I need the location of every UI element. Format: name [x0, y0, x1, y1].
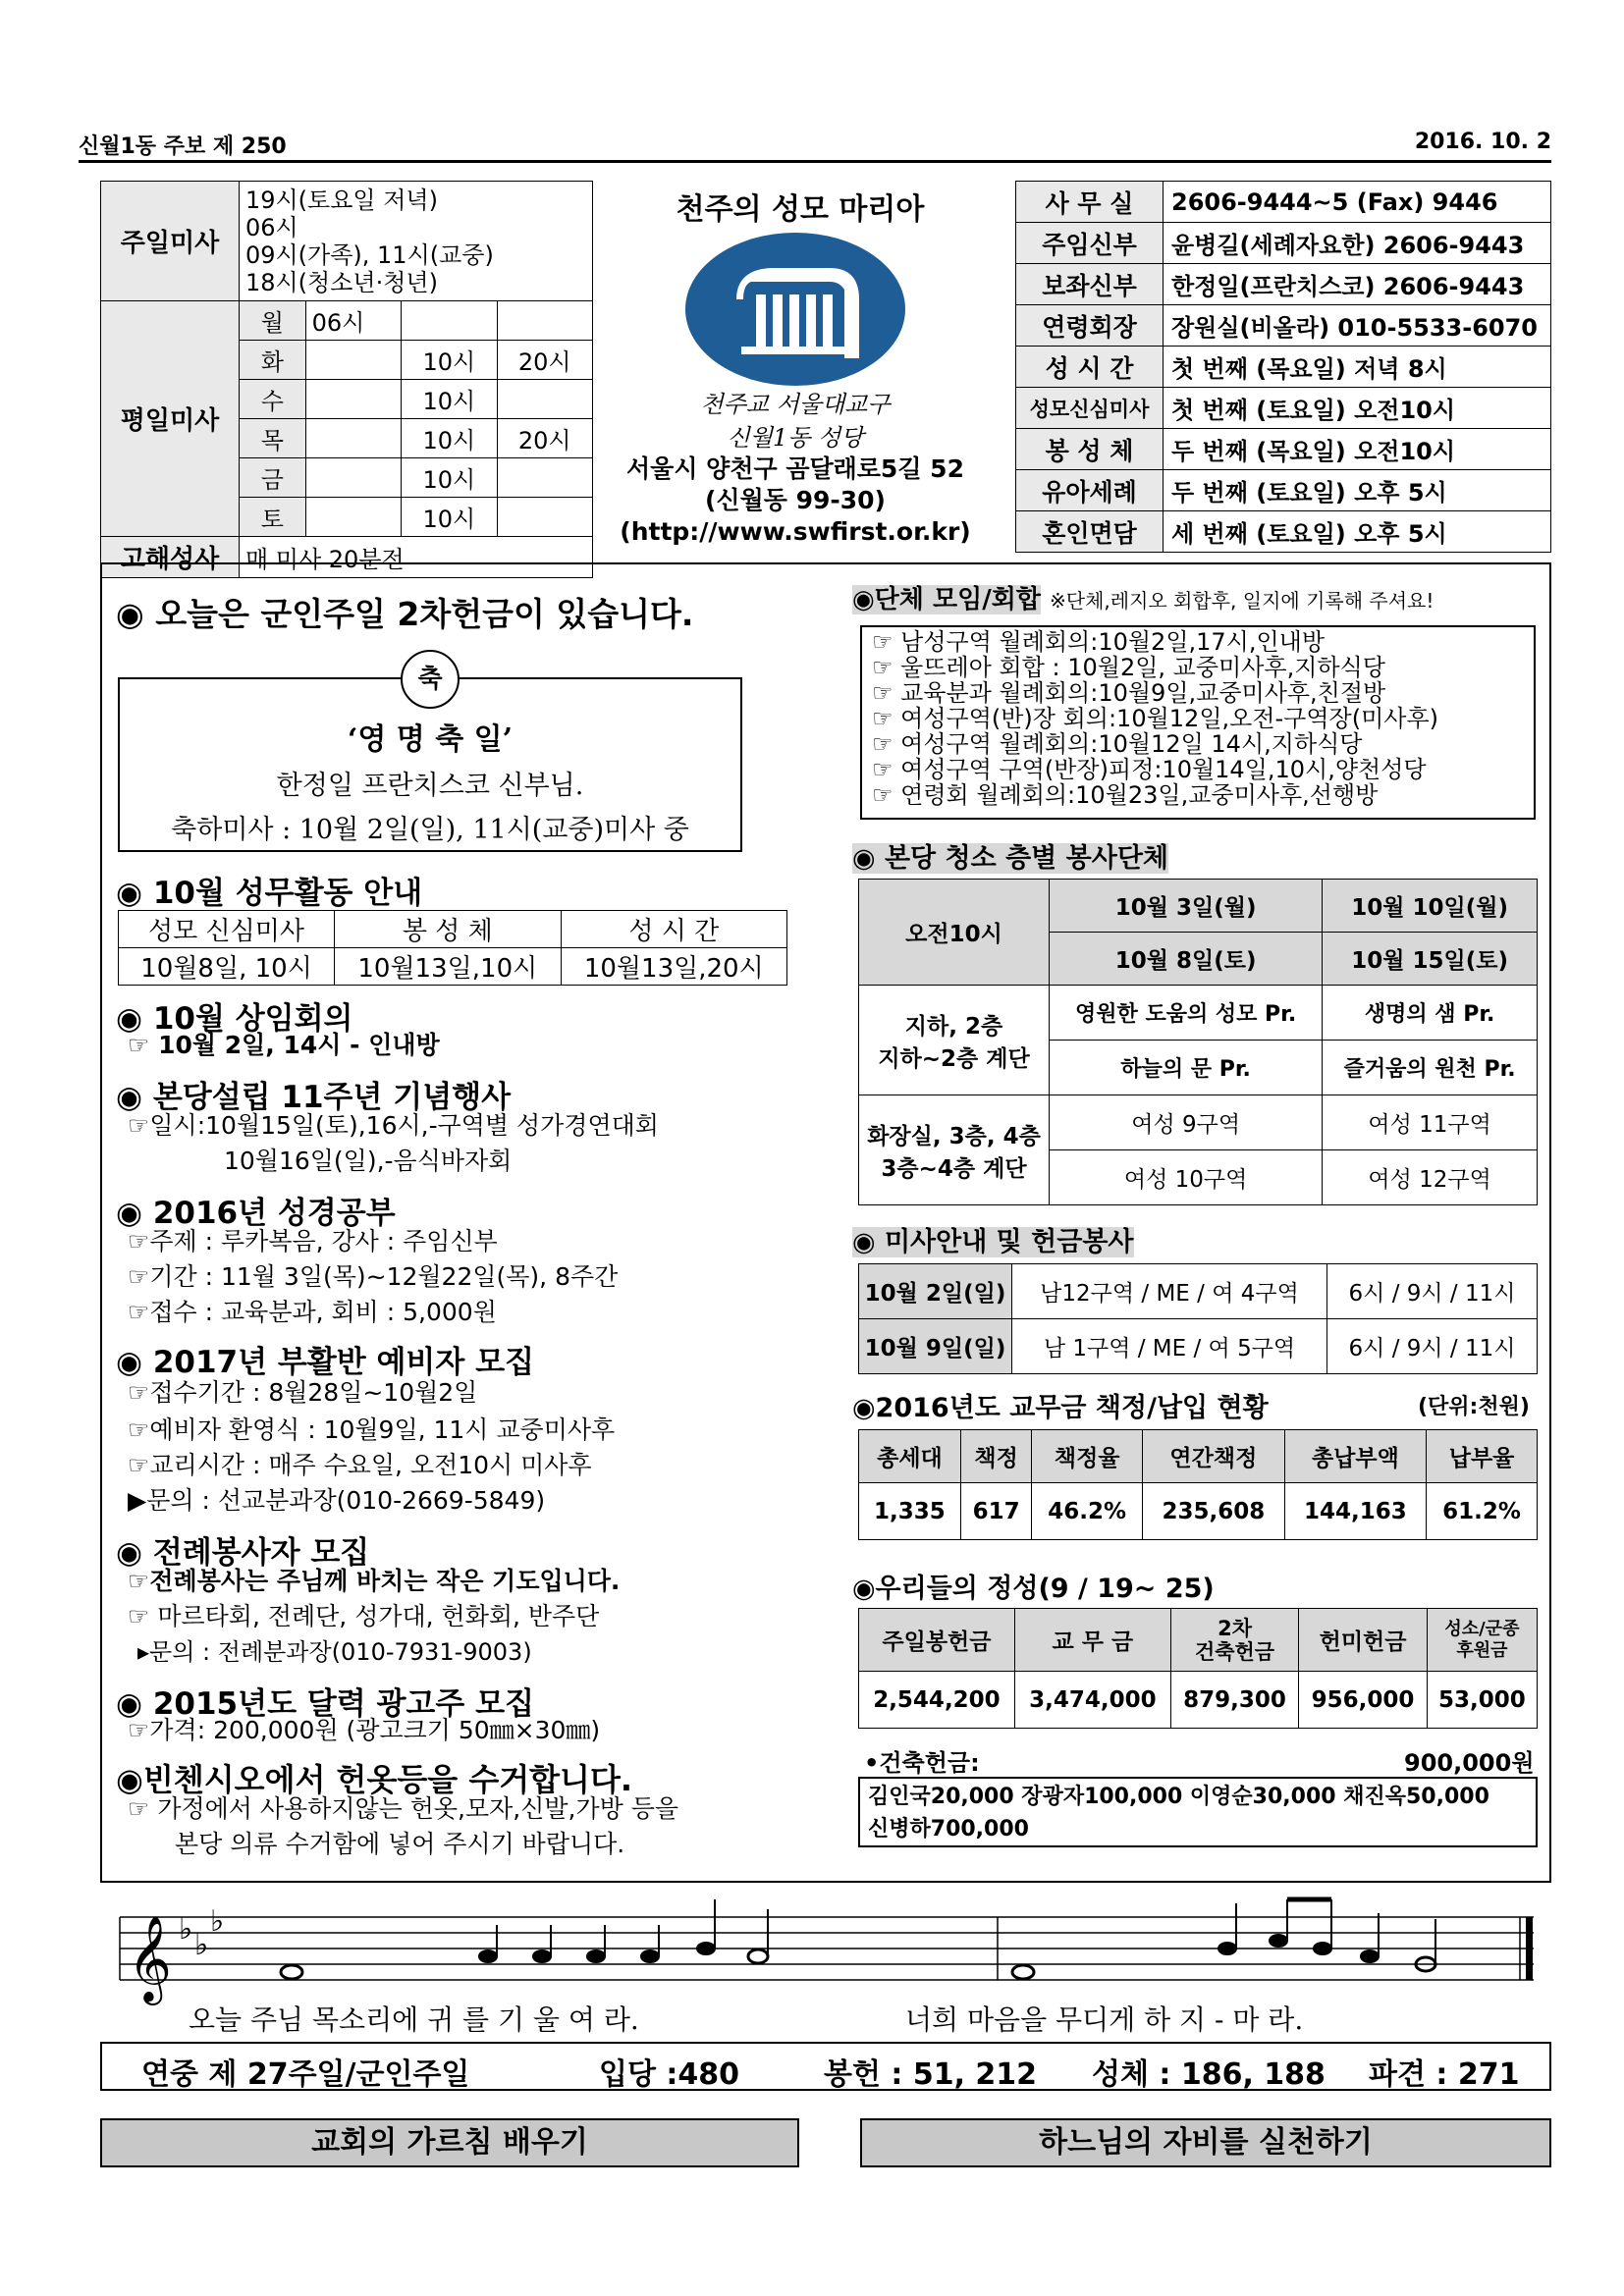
- section-line: ☞접수기간 : 8월28일~10월2일: [128, 1378, 478, 1407]
- group-item: ☞ 남성구역 월례회의:10월2일,17시,인내방: [872, 628, 1326, 656]
- note-icon: [641, 1950, 659, 1962]
- offering-value: 53,000: [1427, 1672, 1537, 1729]
- section-line: ☞주제 : 루카복음, 강사 : 주임신부: [128, 1227, 498, 1255]
- dues-value: 46.2%: [1032, 1483, 1143, 1540]
- sunday-time: 06시: [244, 213, 298, 241]
- feast-line: 축하미사 : 10월 2일(일), 11시(교중)미사 중: [171, 815, 689, 845]
- bulletin-issue: 신월1동 주보 제 250: [79, 134, 287, 159]
- dues-value: 617: [960, 1483, 1031, 1540]
- donor-line: 신병하700,000: [868, 1817, 1029, 1842]
- building-donors: [858, 1777, 1538, 1847]
- contact-key: 성모신심미사: [1016, 388, 1164, 429]
- cleaning-time: 오전10시: [859, 880, 1050, 986]
- dues-value: 144,163: [1284, 1483, 1427, 1540]
- group-item: ☞ 여성구역 구역(반장)피정:10월14일,10시,양천성당: [872, 756, 1427, 783]
- teaching-button[interactable]: 교회의 가르침 배우기: [100, 2118, 799, 2167]
- offering-value: 879,300: [1170, 1672, 1299, 1729]
- cleaning-area-line: 3층~4층 계단: [881, 1155, 1027, 1182]
- activity-header: 성모 신심미사: [119, 911, 335, 948]
- cleaning-table: [858, 879, 1538, 1205]
- offering-header-line: 성소/군종: [1444, 1618, 1520, 1639]
- weekday-slot: [305, 341, 401, 380]
- contact-value: 세 번째 (토요일) 오후 5시: [1164, 511, 1551, 553]
- parish-title: 천주의 성모 마리아: [676, 192, 925, 227]
- lyrics-right: 너희 마음을 무디게 하 지 - 마 라.: [905, 2003, 1304, 2036]
- weekday-slot: 20시: [497, 341, 592, 380]
- contact-key: 사 무 실: [1016, 182, 1164, 223]
- weekday-mass-label: 평일미사: [101, 301, 240, 537]
- section-line: ☞교리시간 : 매주 수요일, 오전10시 미사후: [128, 1451, 592, 1479]
- note-icon: [1012, 1965, 1034, 1979]
- weekday-day: 토: [239, 498, 305, 537]
- contact-value: 첫 번째 (토요일) 오전10시: [1164, 388, 1551, 429]
- note-icon: [1361, 1950, 1379, 1962]
- headline: ◉ 오늘은 군인주일 2차헌금이 있습니다.: [116, 595, 694, 633]
- weekday-slot: 10시: [402, 458, 497, 498]
- weekday-slot: [497, 498, 592, 537]
- mass-guide-heading: ◉ 미사안내 및 헌금봉사: [852, 1227, 1134, 1257]
- parish-address: [609, 454, 982, 548]
- offering-header: 주일봉헌금: [859, 1609, 1015, 1672]
- dues-value: 1,335: [859, 1483, 961, 1540]
- attendance: 입당 :480: [599, 2057, 740, 2092]
- week-name: 연중 제 27주일/군인주일: [141, 2057, 470, 2092]
- flat-icon: ♭: [179, 1912, 193, 1947]
- weekday-day: 목: [239, 419, 305, 458]
- cleaning-area: [859, 1095, 1050, 1205]
- contact-key: 혼인면담: [1016, 511, 1164, 553]
- dues-header: 총세대: [859, 1430, 961, 1483]
- cleaning-date: 10월 10일(월): [1323, 880, 1538, 933]
- building-label: •건축헌금:: [864, 1749, 980, 1777]
- dues-header: 납부율: [1427, 1430, 1538, 1483]
- address-line: (신월동 99-30): [705, 486, 886, 514]
- cleaning-group: 영원한 도움의 성모 Pr.: [1050, 986, 1323, 1041]
- cleaning-group: 즐거움의 원천 Pr.: [1323, 1041, 1538, 1095]
- contact-value: 2606-9444~5 (Fax) 9446: [1164, 182, 1551, 223]
- cleaning-group: 생명의 샘 Pr.: [1323, 986, 1538, 1041]
- sunday-time: 09시(가족), 11시(교중): [244, 240, 494, 269]
- contacts-table: [1015, 181, 1551, 553]
- flat-icon: ♭: [210, 1904, 225, 1939]
- note-icon: [748, 1949, 768, 1963]
- mass-guide-table: [858, 1263, 1538, 1374]
- weekday-slot: [305, 419, 401, 458]
- dues-header: 총납부액: [1284, 1430, 1427, 1483]
- contact-key: 연령회장: [1016, 305, 1164, 347]
- section-line: ☞ 10월 2일, 14시 - 인내방: [128, 1031, 440, 1059]
- mass-guide-times: 6시 / 9시 / 11시: [1327, 1319, 1538, 1374]
- activity-value: 10월8일, 10시: [119, 948, 335, 986]
- section-line: ☞기간 : 11월 3일(목)~12월22일(목), 8주간: [128, 1262, 619, 1291]
- weekday-day: 월: [239, 301, 305, 341]
- contact-key: 주임신부: [1016, 223, 1164, 264]
- offering-count: 봉헌 : 51, 212: [824, 2057, 1038, 2092]
- building-total: 900,000원: [1404, 1749, 1535, 1777]
- weekday-slot: 10시: [402, 341, 497, 380]
- cleaning-heading: ◉ 본당 청소 층별 봉사단체: [852, 843, 1168, 874]
- section-line: ☞접수 : 교육분과, 회비 : 5,000원: [128, 1298, 497, 1326]
- group-item: ☞ 연령회 월례회의:10월23일,교중미사후,선행방: [872, 781, 1379, 809]
- parish-signature: [677, 388, 913, 454]
- dues-header: 연간책정: [1143, 1430, 1285, 1483]
- activity-value: 10월13일,20시: [561, 948, 786, 986]
- mass-guide-times: 6시 / 9시 / 11시: [1327, 1264, 1538, 1319]
- feast-title: ‘영 명 축 일’: [347, 722, 514, 757]
- offering-value: 2,544,200: [859, 1672, 1015, 1729]
- dues-table: [858, 1429, 1538, 1540]
- cleaning-date: 10월 8일(토): [1050, 933, 1323, 986]
- section-line: ☞ 마르타회, 전례단, 성가대, 헌화회, 반주단: [128, 1602, 600, 1630]
- group-item: ☞ 여성구역 월례회의:10월12일 14시,지하식당: [872, 730, 1363, 758]
- section-heading: ◉ 전례봉사자 모집: [116, 1535, 370, 1571]
- note-icon: [533, 1950, 551, 1962]
- section-line: ☞예비자 환영식 : 10월9일, 11시 교중미사후: [128, 1415, 616, 1444]
- contact-key: 봉 성 체: [1016, 429, 1164, 470]
- groups-note: ※단체,레지오 회합후, 일지에 기록해 주셔요!: [1050, 589, 1435, 613]
- cleaning-area-line: 지하, 2층: [904, 1013, 1003, 1040]
- note-icon: [1314, 1943, 1331, 1954]
- dues-unit: (단위:천원): [1418, 1395, 1530, 1419]
- section-heading: ◉빈첸시오에서 헌옷등을 수거합니다.: [116, 1761, 633, 1798]
- activity-header: 성 시 간: [561, 911, 786, 948]
- weekday-slot: [497, 301, 592, 341]
- section-heading: ◉ 2015년도 달력 광고주 모집: [116, 1686, 535, 1722]
- section-line: ☞전례봉사는 주님께 바치는 작은 기도입니다.: [128, 1567, 621, 1595]
- weekday-slot: 06시: [305, 301, 401, 341]
- weekday-slot: 10시: [402, 498, 497, 537]
- note-icon: [281, 1965, 302, 1979]
- section-line: 10월16일(일),-음식바자회: [224, 1147, 513, 1175]
- lyrics-left: 오늘 주님 목소리에 귀 를 기 울 여 라.: [189, 2003, 639, 2036]
- groups-title: ◉단체 모임/회합: [852, 585, 1041, 614]
- feast-day-box: [118, 665, 742, 852]
- contact-value: 첫 번째 (목요일) 저녁 8시: [1164, 347, 1551, 388]
- section-line: ☞ 가정에서 사용하지않는 헌옷,모자,신발,가방 등을: [128, 1794, 679, 1823]
- offering-header-line: 2차: [1218, 1616, 1252, 1640]
- note-icon: [1218, 1943, 1236, 1954]
- offering-header-line: 후원금: [1456, 1639, 1508, 1661]
- activity-value: 10월13일,10시: [335, 948, 561, 986]
- music-staff: [110, 1890, 1543, 2047]
- sunday-time: 19시(토요일 저녁): [244, 186, 438, 214]
- offering-heading: ◉우리들의 정성(9 / 19~ 25): [852, 1574, 1215, 1604]
- section-heading: ◉ 2017년 부활반 예비자 모집: [116, 1345, 535, 1380]
- address-line: 서울시 양천구 곰달래로5길 52: [626, 454, 964, 483]
- parish-signature-line: 신월1동 성당: [727, 424, 864, 452]
- contact-key: 유아세례: [1016, 470, 1164, 511]
- sunday-mass-label: 주일미사: [101, 182, 240, 301]
- offering-table: [858, 1608, 1538, 1729]
- dues-header: 책정: [960, 1430, 1031, 1483]
- offering-header: [1427, 1609, 1537, 1672]
- cleaning-group: 여성 10구역: [1050, 1150, 1323, 1205]
- weekday-day: 화: [239, 341, 305, 380]
- section-heading: ◉ 2016년 성경공부: [116, 1196, 396, 1231]
- offering-value: 956,000: [1299, 1672, 1428, 1729]
- parish-url[interactable]: (http://www.swfirst.or.kr): [620, 517, 971, 546]
- activity-header: 봉 성 체: [335, 911, 561, 948]
- mass-times-table: [100, 181, 593, 578]
- contact-value: 장원실(비올라) 010-5533-6070: [1164, 305, 1551, 347]
- donor-line: 김인국20,000 장광자100,000 이영순30,000 채진옥50,000: [868, 1785, 1489, 1809]
- confession-value: 매 미사 20분전: [239, 537, 592, 578]
- section-heading: ◉ 본당설립 11주년 기념행사: [116, 1080, 512, 1115]
- sending: 파견 : 271: [1369, 2057, 1520, 2092]
- section-heading: ◉ 10월 성무활동 안내: [116, 876, 423, 911]
- weekday-slot: [305, 498, 401, 537]
- note-icon: [1270, 1935, 1287, 1947]
- weekday-slot: 10시: [402, 419, 497, 458]
- cleaning-area-line: 지하~2층 계단: [878, 1045, 1030, 1072]
- section-line: ☞일시:10월15일(토),16시,-구역별 성가경연대회: [128, 1111, 659, 1140]
- weekday-slot: 10시: [402, 380, 497, 419]
- weekday-day: 수: [239, 380, 305, 419]
- group-item: ☞ 교육분과 월례회의:10월9일,교중미사후,친절방: [872, 679, 1386, 707]
- contact-value: 두 번째 (토요일) 오후 5시: [1164, 470, 1551, 511]
- dues-header: 책정율: [1032, 1430, 1143, 1483]
- bulletin-header: [79, 130, 1551, 163]
- mass-guide-team: 남12구역 / ME / 여 4구역: [1012, 1264, 1327, 1319]
- mass-guide-team: 남 1구역 / ME / 여 5구역: [1012, 1319, 1327, 1374]
- section-line: 본당 의류 수거함에 넣어 주시기 바랍니다.: [175, 1830, 625, 1858]
- cleaning-group: 여성 12구역: [1323, 1150, 1538, 1205]
- dues-heading: ◉2016년도 교무금 책정/납입 현황: [852, 1393, 1269, 1423]
- sunday-time: 18시(청소년·청년): [244, 268, 438, 296]
- note-icon: [479, 1950, 497, 1962]
- contact-value: 윤병길(세례자요한) 2606-9443: [1164, 223, 1551, 264]
- bulletin-date: 2016. 10. 2: [1414, 130, 1551, 154]
- cleaning-area-line: 화장실, 3층, 4층: [867, 1123, 1041, 1149]
- weekday-slot: [305, 380, 401, 419]
- group-item: ☞ 여성구역(반)장 회의:10월12일,오전-구역장(미사후): [872, 705, 1438, 732]
- offering-header: [1170, 1609, 1299, 1672]
- treble-clef-icon: 𝄞: [128, 1914, 172, 2002]
- cleaning-area: [859, 986, 1050, 1095]
- week-stats-bar: [100, 2042, 1551, 2091]
- section-heading: ◉ 10월 상임회의: [116, 1001, 353, 1037]
- groups-heading: [852, 579, 1434, 615]
- section-heading: [852, 1220, 1134, 1258]
- mercy-button[interactable]: 하느님의 자비를 실천하기: [860, 2118, 1551, 2167]
- note-icon: [697, 1943, 715, 1954]
- parish-signature-line: 천주교 서울대교구: [700, 391, 891, 418]
- dues-value: 61.2%: [1427, 1483, 1538, 1540]
- section-heading: [852, 836, 1168, 875]
- mass-guide-date: 10월 9일(일): [859, 1319, 1012, 1374]
- cleaning-group: 여성 11구역: [1323, 1095, 1538, 1150]
- flat-icon: ♭: [194, 1928, 209, 1962]
- section-line: ▸문의 : 전례분과장(010-7931-9003): [137, 1638, 532, 1666]
- feast-line: 한정일 프란치스코 신부님.: [276, 771, 584, 801]
- dues-value: 235,608: [1143, 1483, 1285, 1540]
- weekday-slot: 20시: [497, 419, 592, 458]
- confession-label: 고해성사: [101, 537, 240, 578]
- contact-key: 성 시 간: [1016, 347, 1164, 388]
- weekday-slot: [497, 380, 592, 419]
- offering-header: 헌미헌금: [1299, 1609, 1428, 1672]
- parish-logo-icon: [682, 231, 908, 388]
- offering-value: 3,474,000: [1014, 1672, 1170, 1729]
- group-item: ☞ 울뜨레아 회합 : 10월2일, 교중미사후,지하식당: [872, 654, 1385, 681]
- offering-header-line: 건축헌금: [1194, 1639, 1275, 1664]
- celebrate-badge-icon: 축: [401, 650, 460, 709]
- activity-table: [118, 910, 787, 986]
- cleaning-date: 10월 3일(월): [1050, 880, 1323, 933]
- weekday-slot: [305, 458, 401, 498]
- contact-value: 두 번째 (목요일) 오전10시: [1164, 429, 1551, 470]
- groups-list: [860, 625, 1536, 820]
- cleaning-date: 10월 15일(토): [1323, 933, 1538, 986]
- cleaning-group: 여성 9구역: [1050, 1095, 1323, 1150]
- communion-count: 성체 : 186, 188: [1092, 2057, 1326, 2092]
- section-line: ▶문의 : 선교분과장(010-2669-5849): [128, 1486, 546, 1515]
- note-icon: [587, 1950, 605, 1962]
- offering-header: 교 무 금: [1014, 1609, 1170, 1672]
- section-line: ☞가격: 200,000원 (광고크기 50㎜×30㎜): [128, 1716, 601, 1744]
- mass-guide-date: 10월 2일(일): [859, 1264, 1012, 1319]
- weekday-day: 금: [239, 458, 305, 498]
- cleaning-group: 하늘의 문 Pr.: [1050, 1041, 1323, 1095]
- weekday-slot: [402, 301, 497, 341]
- contact-key: 보좌신부: [1016, 264, 1164, 305]
- contact-value: 한정일(프란치스코) 2606-9443: [1164, 264, 1551, 305]
- weekday-slot: [497, 458, 592, 498]
